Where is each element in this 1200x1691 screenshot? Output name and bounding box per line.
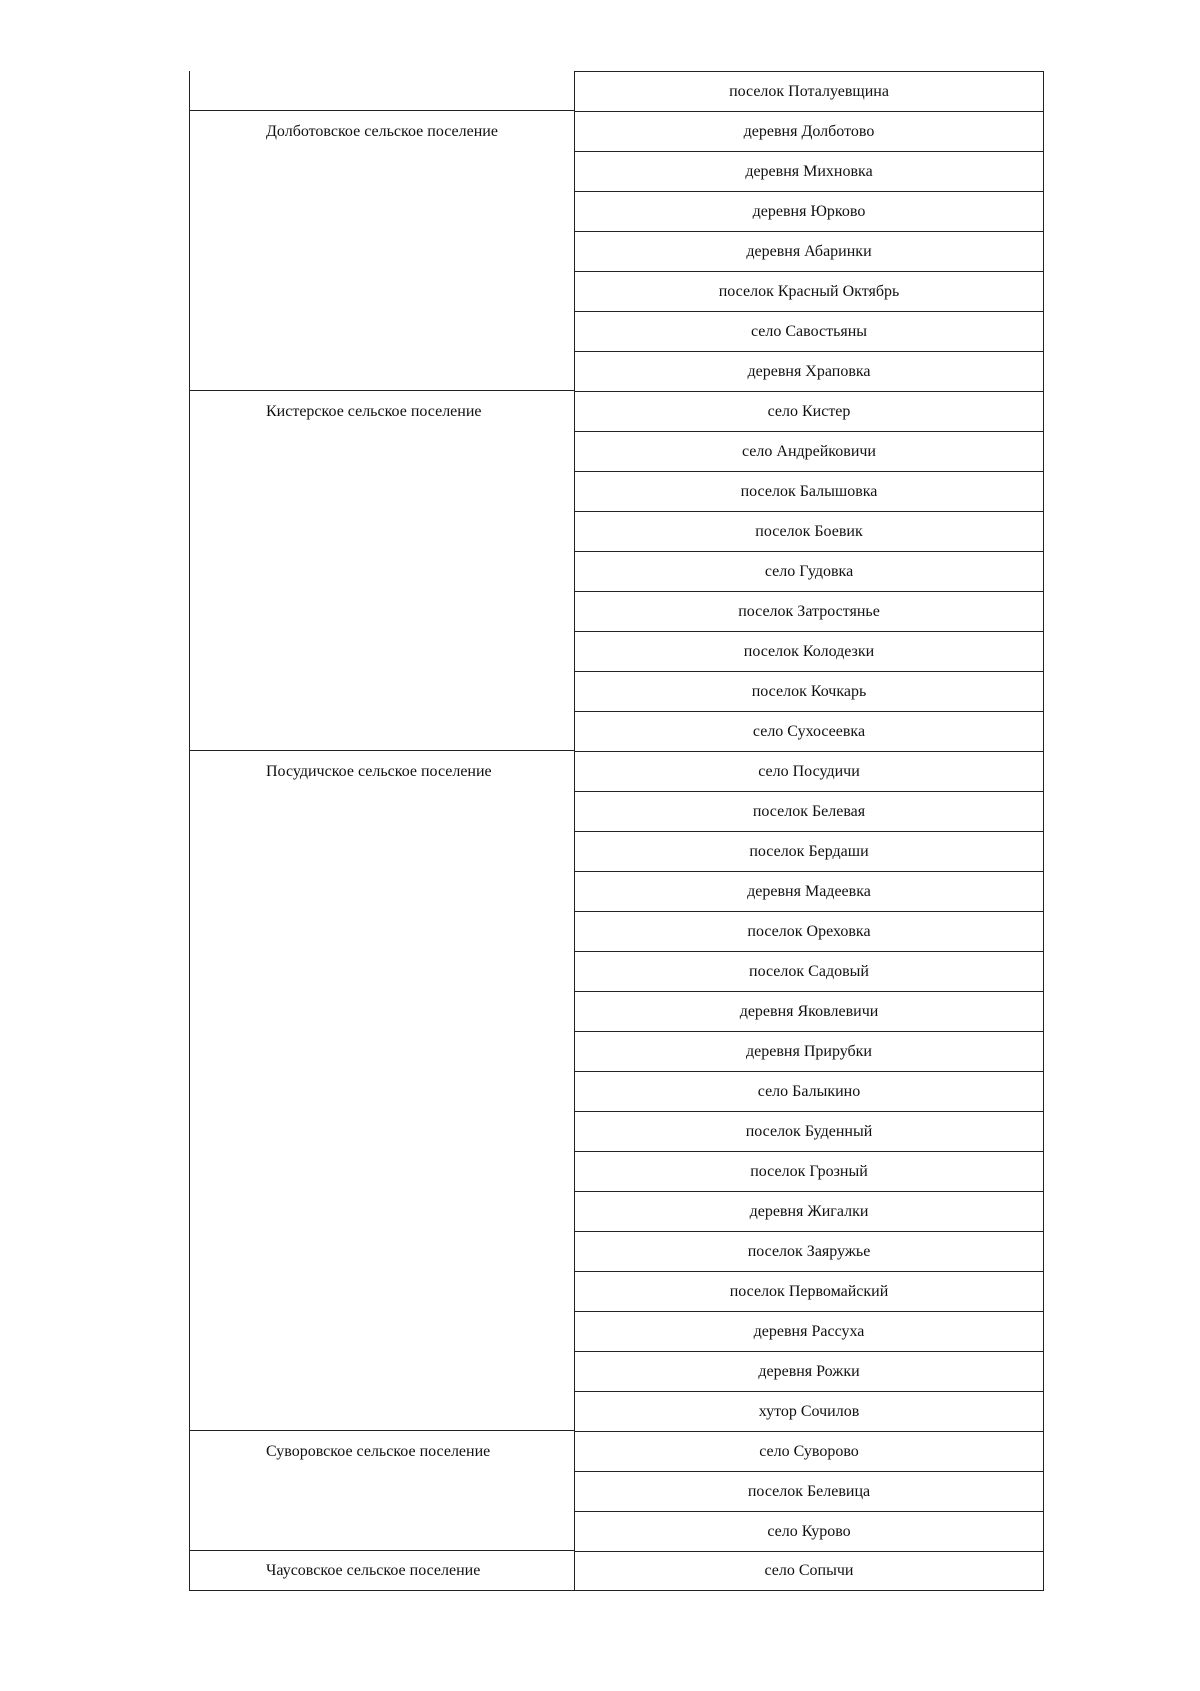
- settlement-cell: село Курово: [574, 1511, 1044, 1551]
- settlement-cell: поселок Садовый: [574, 951, 1044, 991]
- settlement-cell: село Гудовка: [574, 551, 1044, 591]
- settlement-cell: деревня Яковлевичи: [574, 991, 1044, 1031]
- settlement-cell: деревня Прирубки: [574, 1031, 1044, 1071]
- settlement-cell: поселок Белевая: [574, 791, 1044, 831]
- group-cell: [189, 71, 574, 111]
- settlement-cell: поселок Колодезки: [574, 631, 1044, 671]
- settlement-cell: село Сухосеевка: [574, 711, 1044, 751]
- settlement-cell: деревня Михновка: [574, 151, 1044, 191]
- settlement-cell: поселок Балышовка: [574, 471, 1044, 511]
- settlement-cell: поселок Белевица: [574, 1471, 1044, 1511]
- group-cell: [189, 1551, 574, 1591]
- group-label: Чаусовское сельское поселение: [266, 1561, 481, 1579]
- settlement-cell: деревня Жигалки: [574, 1191, 1044, 1231]
- settlement-cell: деревня Рассуха: [574, 1311, 1044, 1351]
- settlement-cell: хутор Сочилов: [574, 1391, 1044, 1431]
- settlement-cell: село Кистер: [574, 391, 1044, 431]
- settlement-cell: поселок Первомайский: [574, 1271, 1044, 1311]
- settlement-cell: поселок Затростянье: [574, 591, 1044, 631]
- settlement-cell: поселок Красный Октябрь: [574, 271, 1044, 311]
- group-cell: [189, 1431, 574, 1551]
- settlement-cell: деревня Мадеевка: [574, 871, 1044, 911]
- group-label: Кистерское сельское поселение: [266, 403, 482, 420]
- settlement-cell: село Сопычи: [574, 1551, 1044, 1591]
- settlement-cell: поселок Буденный: [574, 1111, 1044, 1151]
- settlement-cell: поселок Поталуевщина: [574, 71, 1044, 111]
- group-label: Посудичское сельское поселение: [266, 763, 492, 780]
- settlement-cell: село Андрейковичи: [574, 431, 1044, 471]
- settlement-cell: деревня Абаринки: [574, 231, 1044, 271]
- settlement-cell: поселок Грозный: [574, 1151, 1044, 1191]
- group-label: Долботовское сельское поселение: [266, 123, 498, 140]
- settlement-cell: поселок Ореховка: [574, 911, 1044, 951]
- settlements-table: [189, 71, 1044, 1618]
- settlement-cell: поселок Кочкарь: [574, 671, 1044, 711]
- settlement-cell: деревня Храповка: [574, 351, 1044, 391]
- settlement-cell: село Посудичи: [574, 751, 1044, 791]
- settlement-cell: деревня Долботово: [574, 111, 1044, 151]
- group-label: Суворовское сельское поселение: [266, 1443, 491, 1460]
- group-cell: [189, 391, 574, 751]
- settlement-cell: село Балыкино: [574, 1071, 1044, 1111]
- settlement-cell: деревня Юрково: [574, 191, 1044, 231]
- settlement-cell: село Суворово: [574, 1431, 1044, 1471]
- settlement-cell: поселок Боевик: [574, 511, 1044, 551]
- settlement-cell: поселок Заяружье: [574, 1231, 1044, 1271]
- settlement-cell: поселок Бердаши: [574, 831, 1044, 871]
- settlement-cell: деревня Рожки: [574, 1351, 1044, 1391]
- settlement-cell: село Савостьяны: [574, 311, 1044, 351]
- group-cell: [189, 751, 574, 1431]
- group-cell: [189, 111, 574, 391]
